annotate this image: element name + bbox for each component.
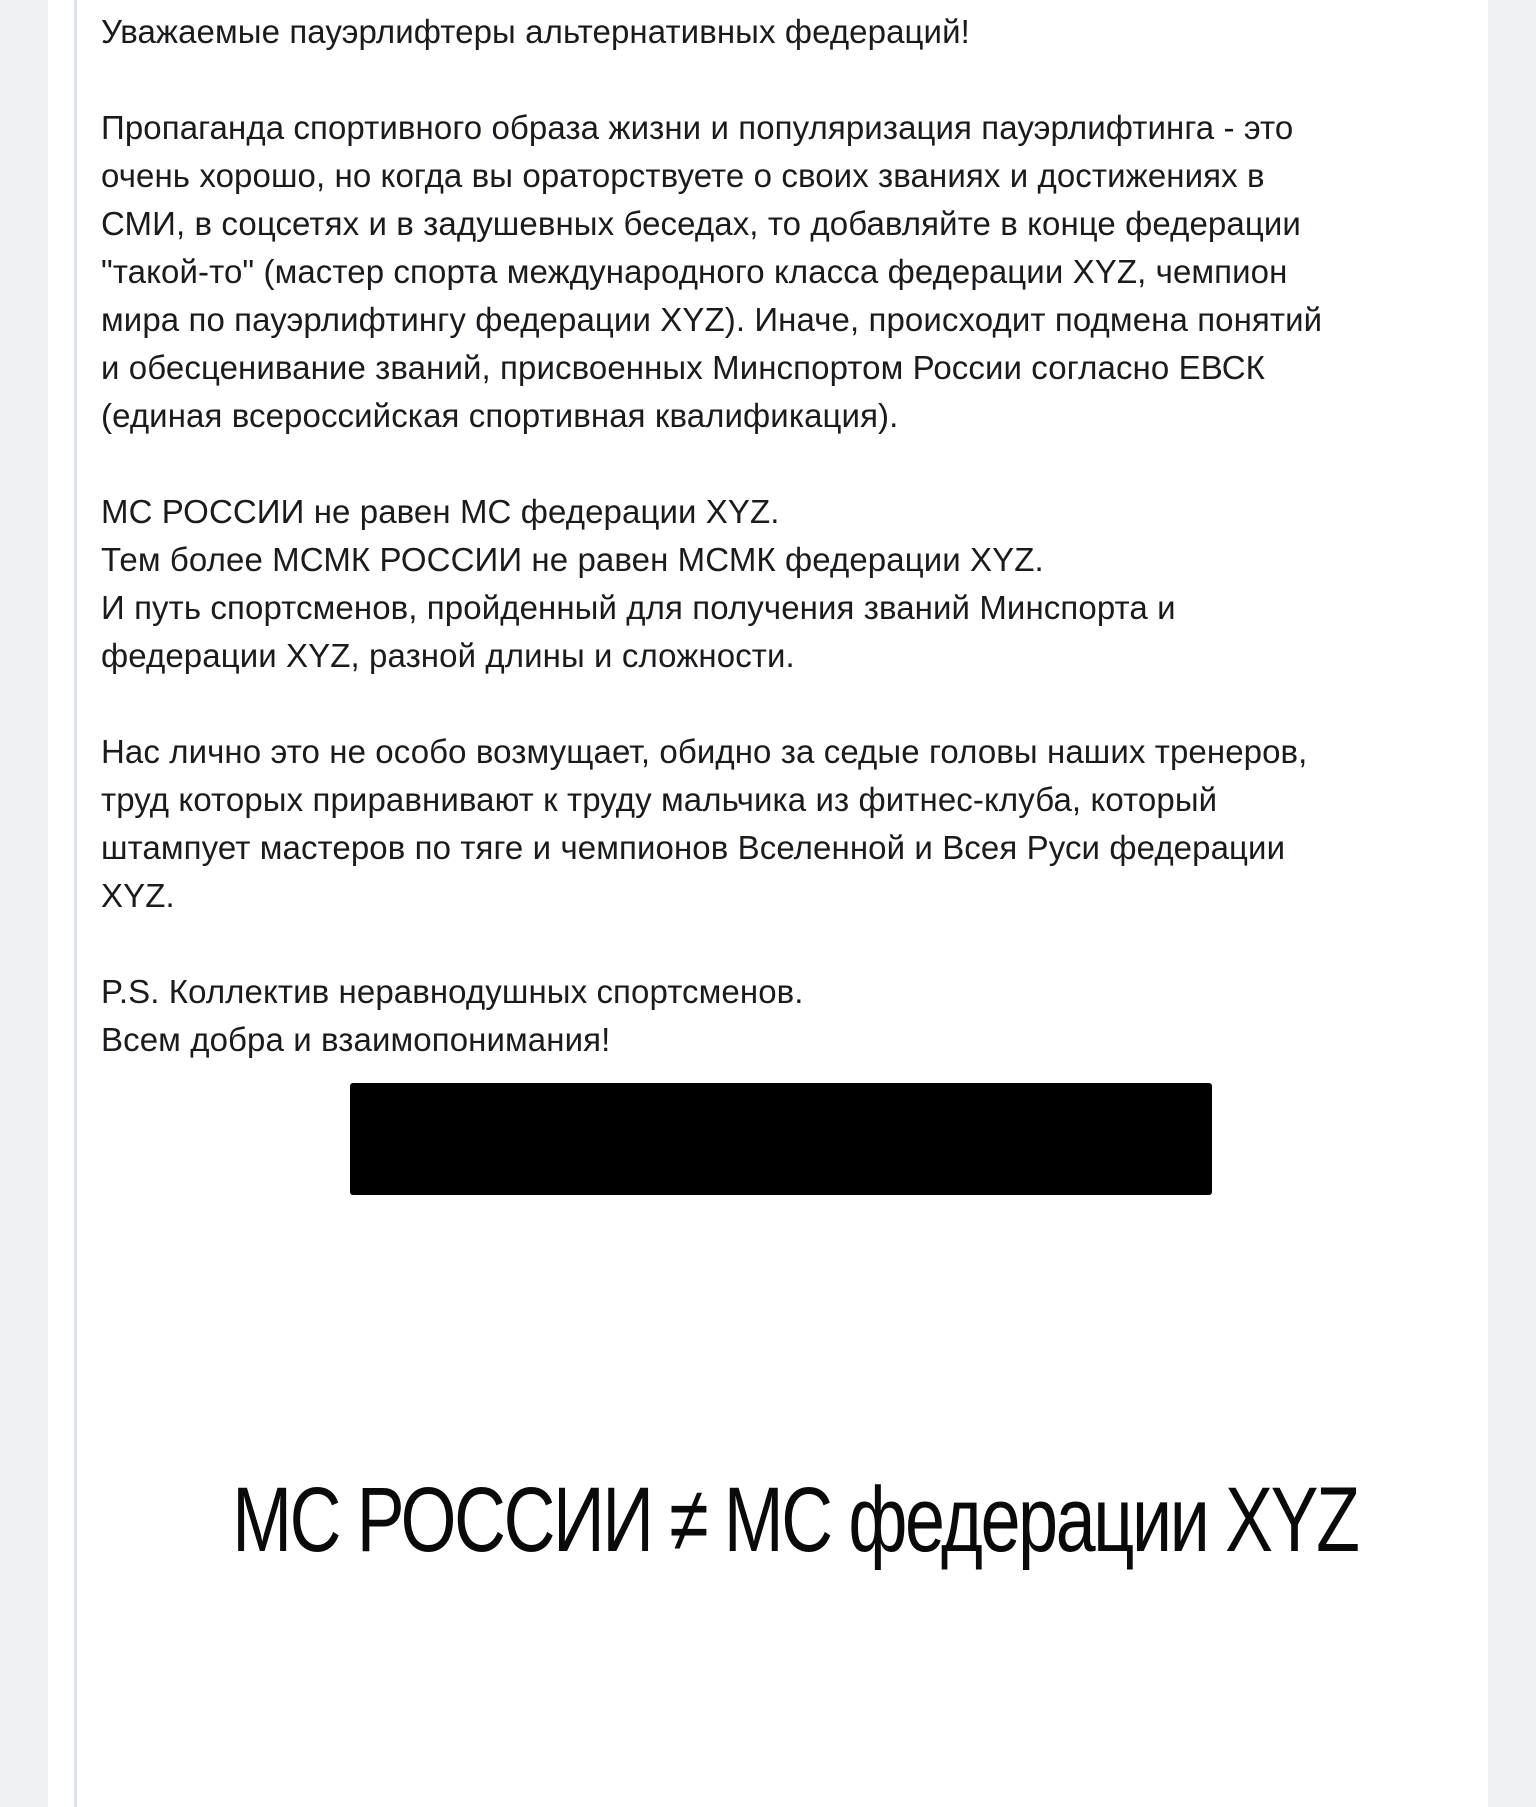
post-paragraph: Нас лично это не особо возмущает, обидно за седые головы наших тренеров, труд которых приравнивают к труду мальчика из фитнес-клуба, который штампует мастеров по тяге и чемпионов Вселенной и Всея Руси федерации XYZ. xyxy=(101,733,1308,914)
post-paragraph: Пропаганда спортивного образа жизни и популяризация пауэрлифтинга - это очень хорошо, но когда вы ораторствуете о своих званиях и достижениях в СМИ, в соцсетях и в задушевных беседах, то добавляйте в конце федерации "такой-то" (мастер спорта международного класса федерации XYZ, чемпион мира по пауэрлифтингу федерации XYZ). Иначе, происходит подмена понятий и обесценивание званий, присвоенных Минспортом России согласно ЕВСК (единая всероссийская спортивная квалификация). xyxy=(101,109,1323,434)
redaction-bar xyxy=(350,1083,1212,1195)
post-signature: P.S. Коллектив неравнодушных спортсменов. Всем добра и взаимопонимания! xyxy=(101,973,804,1058)
post-greeting: Уважаемые пауэрлифтеры альтернативных федераций! xyxy=(101,13,970,50)
post-paragraph: МС РОССИИ не равен МС федерации XYZ. Тем более МСМК РОССИИ не равен МСМК федерации XYZ. И путь спортсменов, пройденный для получения званий Минспорта и федерации XYZ, разной длины и сложности. xyxy=(101,493,1176,674)
attached-image[interactable] xyxy=(77,1195,1488,1807)
post-body xyxy=(101,8,1461,1064)
image-caption: МС РОССИИ ≠ МС федерации XYZ xyxy=(232,1469,1358,1571)
